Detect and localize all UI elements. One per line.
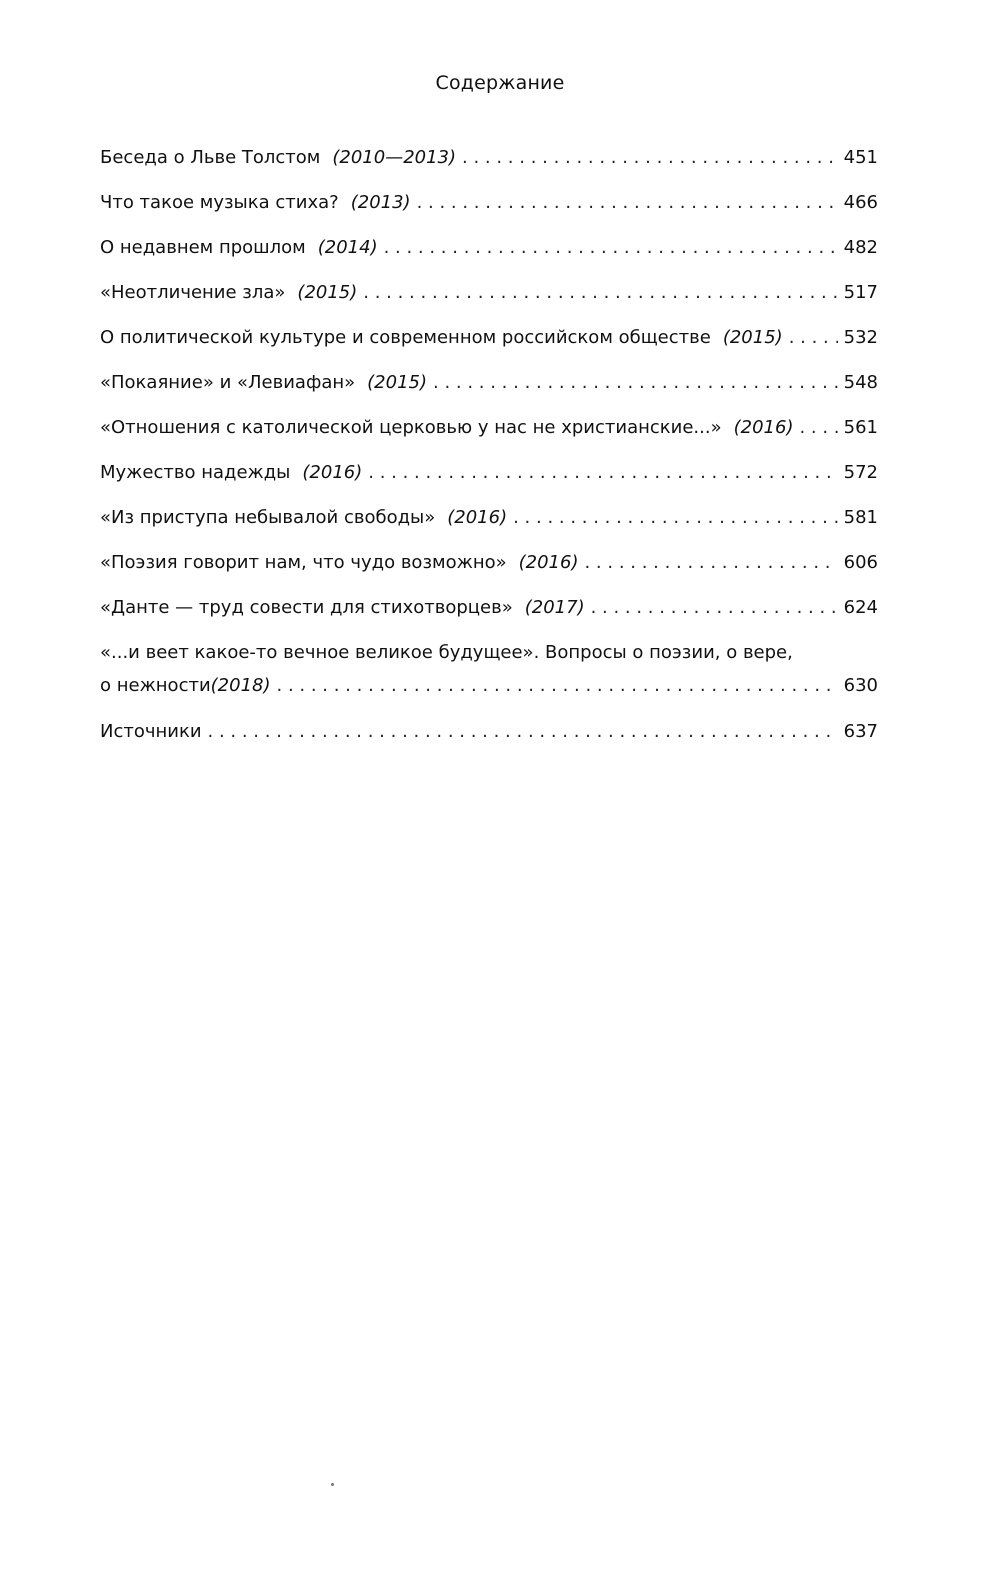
scan-speck (331, 1483, 334, 1486)
dot-leader (384, 230, 838, 266)
dot-leader (363, 275, 837, 311)
toc-entry-page: 548 (843, 372, 878, 393)
toc-entry-title: Источники (100, 721, 202, 742)
toc-entry-title-line1: «...и веет какое-то вечное великое будущее». Вопросы о поэзии, о вере, (100, 642, 793, 663)
toc-entry-page: 630 (843, 675, 878, 696)
toc-entry-page: 572 (843, 462, 878, 483)
toc-entry (100, 275, 878, 320)
toc-entry-title: «Поэзия говорит нам, что чудо возможно» (100, 552, 507, 573)
dot-leader (417, 185, 838, 221)
dot-leader (462, 140, 838, 176)
dot-leader (591, 590, 838, 626)
toc-entry-year: (2016) (447, 507, 508, 528)
toc-entry-year: (2016) (302, 462, 363, 483)
toc-entry (100, 635, 878, 702)
toc-entry-year: (2018) (210, 675, 271, 696)
toc-entry-year: (2017) (524, 597, 585, 618)
toc-entry (100, 320, 878, 365)
page-title: Содержание (435, 72, 565, 94)
toc-entry-page: 581 (843, 507, 878, 528)
toc-entry-title: «Отношения с католической церковью у нас не христианские...» (100, 417, 722, 438)
dot-leader (584, 545, 837, 581)
toc-entry-year: (2010—2013) (332, 147, 457, 168)
dot-leader (513, 500, 838, 536)
toc-entry-page: 482 (843, 237, 878, 258)
toc-entry-title: Что такое музыка стиха? (100, 192, 339, 213)
toc-entry-title: «Покаяние» и «Левиафан» (100, 372, 356, 393)
toc-entry (100, 590, 878, 635)
toc-entry-page: 624 (843, 597, 878, 618)
toc-entry-title: «Неотличение зла» (100, 282, 286, 303)
toc-entry-title-line2: о нежности (100, 675, 211, 696)
toc-entry-page: 532 (843, 327, 878, 348)
toc-entry (100, 410, 878, 455)
toc-entry-year: (2016) (518, 552, 579, 573)
toc-entry-page: 561 (843, 417, 878, 438)
toc-entry-page: 637 (843, 721, 878, 742)
toc-entry (100, 545, 878, 590)
dot-leader (799, 410, 837, 446)
toc-entry-title: Беседа о Льве Толстом (100, 147, 321, 168)
toc-entry-title: Мужество надежды (100, 462, 291, 483)
toc-entry-line2 (100, 669, 878, 702)
toc-entry-title: «Данте — труд совести для стихотворцев» (100, 597, 513, 618)
toc-entry (100, 500, 878, 545)
dot-leader (208, 714, 838, 750)
toc-entry-year: (2015) (722, 327, 783, 348)
toc-entry-year: (2015) (367, 372, 428, 393)
toc-entry-year: (2016) (733, 417, 794, 438)
toc-entry-year: (2015) (297, 282, 358, 303)
toc-entry-title: О политической культуре и современном российском обществе (100, 327, 711, 348)
toc-entry-page: 517 (843, 282, 878, 303)
table-of-contents (100, 140, 878, 759)
toc-entry (100, 714, 878, 759)
toc-entry-year: (2013) (350, 192, 411, 213)
dot-leader (368, 455, 837, 491)
dot-leader (789, 320, 838, 356)
toc-entry-title: «Из приступа небывалой свободы» (100, 507, 436, 528)
toc-entry-page: 606 (843, 552, 878, 573)
dot-leader (433, 365, 838, 401)
toc-entry-title: О недавнем прошлом (100, 237, 306, 258)
toc-entry (100, 455, 878, 500)
toc-entry (100, 185, 878, 230)
toc-entry (100, 230, 878, 275)
toc-entry-year: (2014) (317, 237, 378, 258)
toc-entry-page: 466 (843, 192, 878, 213)
toc-entry (100, 365, 878, 410)
toc-entry (100, 140, 878, 185)
toc-entry-page: 451 (843, 147, 878, 168)
dot-leader (277, 669, 838, 702)
